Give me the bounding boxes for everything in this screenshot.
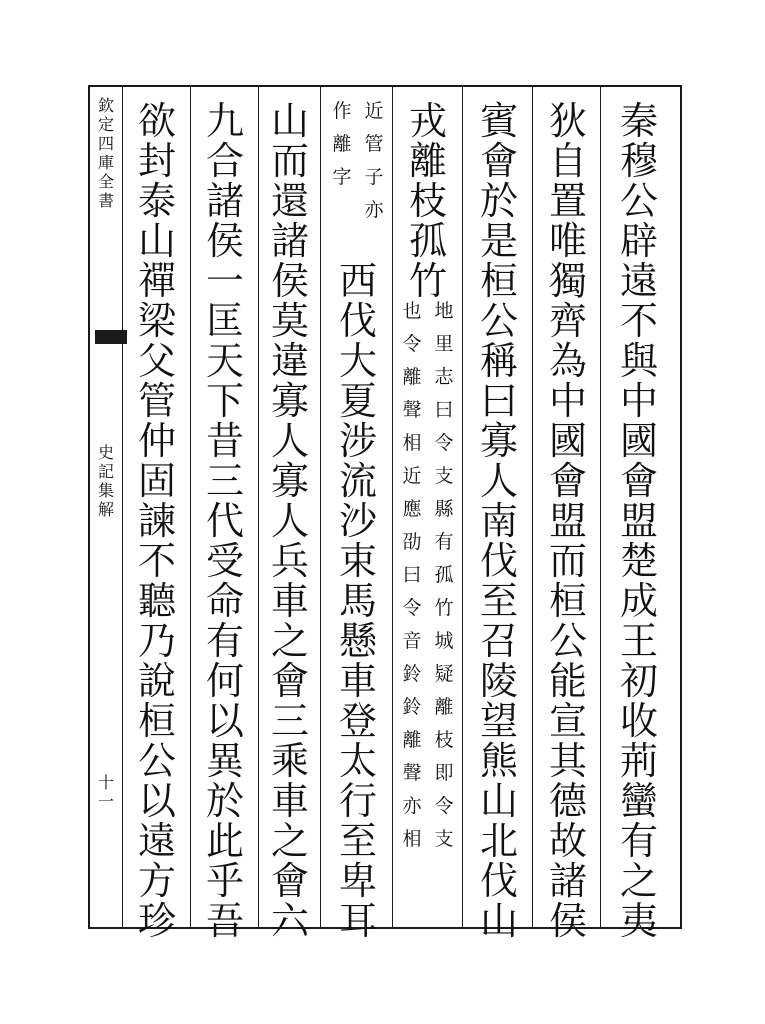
- character: 伐: [479, 539, 518, 583]
- character: 置: [548, 179, 587, 223]
- character: 相: [402, 432, 422, 454]
- character: 之: [619, 859, 658, 903]
- character: 不: [619, 299, 658, 343]
- character: 亦: [402, 795, 422, 817]
- character: 相: [402, 828, 422, 850]
- character: 九: [205, 99, 244, 143]
- character: 公: [548, 619, 587, 663]
- character: 離: [402, 729, 422, 751]
- character: 寡: [270, 379, 309, 423]
- character: 四: [97, 134, 114, 153]
- character: 聲: [402, 762, 422, 784]
- character: 有: [205, 619, 244, 663]
- character: 竹: [408, 259, 447, 303]
- character: 會: [270, 659, 309, 703]
- character: 管: [364, 133, 384, 155]
- character: 禪: [137, 259, 176, 303]
- character: 懸: [338, 619, 377, 663]
- character: 穆: [619, 139, 658, 183]
- character: 里: [434, 333, 454, 355]
- character: 公: [479, 299, 518, 343]
- character: 而: [270, 139, 309, 183]
- character: 初: [619, 659, 658, 703]
- character: 熊: [479, 739, 518, 783]
- character: 字: [332, 166, 352, 188]
- character: 秦: [619, 99, 658, 143]
- character: 束: [338, 539, 377, 583]
- character: 自: [548, 139, 587, 183]
- character: 公: [619, 179, 658, 223]
- character: 公: [137, 739, 176, 783]
- character: 國: [619, 419, 658, 463]
- fish-tail-mark-icon: [95, 330, 127, 344]
- character: 桓: [137, 699, 176, 743]
- character: 欲: [137, 99, 176, 143]
- character: 作: [332, 100, 352, 122]
- character: 望: [479, 699, 518, 743]
- character: 聽: [137, 579, 176, 623]
- character: 伐: [479, 859, 518, 903]
- character: 其: [548, 739, 587, 783]
- character: 會: [479, 139, 518, 183]
- character: 之: [270, 819, 309, 863]
- character: 即: [434, 762, 454, 784]
- character: 會: [270, 859, 309, 903]
- character: 故: [548, 819, 587, 863]
- character: 昔: [205, 419, 244, 463]
- character: 伐: [338, 299, 377, 343]
- annotation-column-3: [358, 102, 390, 234]
- character: 沙: [338, 499, 377, 543]
- annotation-column-4: [326, 102, 358, 201]
- character: 記: [97, 462, 114, 481]
- character: 匡: [205, 299, 244, 343]
- character: 書: [97, 191, 114, 210]
- character: 城: [434, 630, 454, 652]
- character: 泰: [137, 179, 176, 223]
- character: 唯: [548, 219, 587, 263]
- character: 令: [402, 333, 422, 355]
- character: 寡: [479, 419, 518, 463]
- character: 封: [137, 139, 176, 183]
- character: 蠻: [619, 779, 658, 823]
- character: 乃: [137, 619, 176, 663]
- margin-rule-left: [122, 85, 123, 927]
- character: 侯: [205, 219, 244, 263]
- character: 聲: [402, 399, 422, 421]
- character: 諸: [548, 859, 587, 903]
- character: 稱: [479, 339, 518, 383]
- character: 史: [97, 443, 114, 462]
- character: 三: [270, 699, 309, 743]
- character: 與: [619, 339, 658, 383]
- margin-book-title: [92, 445, 120, 521]
- character: 車: [270, 579, 309, 623]
- character: 一: [205, 259, 244, 303]
- character: 太: [338, 739, 377, 783]
- character: 人: [479, 459, 518, 503]
- text-column-1: [604, 99, 674, 943]
- character: 枝: [434, 729, 454, 751]
- character: 方: [137, 859, 176, 903]
- character: 流: [338, 459, 377, 503]
- character: 寡: [270, 459, 309, 503]
- character: 南: [479, 499, 518, 543]
- character: 山: [270, 99, 309, 143]
- character: 令: [402, 597, 422, 619]
- character: 以: [137, 779, 176, 823]
- character: 國: [548, 419, 587, 463]
- character: 三: [205, 459, 244, 503]
- text-column-5: [326, 259, 390, 943]
- character: 近: [402, 465, 422, 487]
- character: 代: [205, 499, 244, 543]
- character: 命: [205, 579, 244, 623]
- character: 合: [205, 139, 244, 183]
- character: 庫: [97, 153, 114, 172]
- text-column-7: [194, 99, 256, 943]
- column-rule: [462, 85, 463, 927]
- character: 王: [619, 619, 658, 663]
- character: 曰: [434, 399, 454, 421]
- character: 珍: [137, 899, 176, 943]
- character: 諫: [137, 499, 176, 543]
- character: 卑: [338, 859, 377, 903]
- character: 召: [479, 619, 518, 663]
- character: 欽: [97, 96, 114, 115]
- character: 成: [619, 579, 658, 623]
- annotation-column-2: [396, 302, 428, 863]
- character: 固: [137, 459, 176, 503]
- character: 耳: [338, 899, 377, 943]
- character: 登: [338, 699, 377, 743]
- character: 仲: [137, 419, 176, 463]
- character: 乎: [205, 859, 244, 903]
- character: 孤: [434, 564, 454, 586]
- character: 諸: [270, 219, 309, 263]
- character: 而: [548, 539, 587, 583]
- character: 疑: [434, 663, 454, 685]
- character: 能: [548, 659, 587, 703]
- margin-title: [92, 98, 120, 212]
- character: 鈴: [402, 663, 422, 685]
- character: 諸: [205, 179, 244, 223]
- character: 應: [402, 498, 422, 520]
- character: 大: [338, 339, 377, 383]
- character: 中: [548, 379, 587, 423]
- text-column-6: [262, 99, 318, 943]
- character: 西: [338, 259, 377, 303]
- character: 定: [97, 115, 114, 134]
- character: 離: [434, 696, 454, 718]
- character: 至: [338, 819, 377, 863]
- character: 鈴: [402, 696, 422, 718]
- character: 子: [364, 166, 384, 188]
- character: 戎: [408, 99, 447, 143]
- character: 管: [137, 379, 176, 423]
- text-column-8: [126, 99, 188, 943]
- character: 侯: [270, 259, 309, 303]
- character: 梁: [137, 299, 176, 343]
- character: 縣: [434, 498, 454, 520]
- character: 也: [402, 300, 422, 322]
- margin-page-number: [92, 775, 120, 813]
- character: 辟: [619, 219, 658, 263]
- character: 十: [97, 773, 114, 792]
- character: 山: [479, 899, 518, 943]
- character: 兵: [270, 539, 309, 583]
- character: 音: [402, 630, 422, 652]
- character: 北: [479, 819, 518, 863]
- character: 桓: [548, 579, 587, 623]
- character: 亦: [364, 199, 384, 221]
- character: 山: [479, 779, 518, 823]
- character: 解: [97, 500, 114, 519]
- character: 下: [205, 379, 244, 423]
- character: 支: [434, 828, 454, 850]
- character: 收: [619, 699, 658, 743]
- character: 說: [137, 659, 176, 703]
- character: 盟: [548, 499, 587, 543]
- character: 盟: [619, 499, 658, 543]
- character: 有: [619, 819, 658, 863]
- character: 全: [97, 172, 114, 191]
- annotation-column-1: [428, 302, 460, 863]
- character: 枝: [408, 179, 447, 223]
- character: 父: [137, 339, 176, 383]
- character: 會: [619, 459, 658, 503]
- character: 陵: [479, 659, 518, 703]
- character: 中: [619, 379, 658, 423]
- character: 馬: [338, 579, 377, 623]
- character: 人: [270, 419, 309, 463]
- character: 近: [364, 100, 384, 122]
- column-rule: [320, 85, 321, 927]
- character: 六: [270, 899, 309, 943]
- character: 之: [270, 619, 309, 663]
- character: 地: [434, 300, 454, 322]
- character: 離: [402, 366, 422, 388]
- character: 至: [479, 579, 518, 623]
- character: 荊: [619, 739, 658, 783]
- character: 車: [270, 779, 309, 823]
- character: 志: [434, 366, 454, 388]
- character: 遠: [137, 819, 176, 863]
- character: 違: [270, 339, 309, 383]
- character: 行: [338, 779, 377, 823]
- character: 異: [205, 739, 244, 783]
- column-rule: [532, 85, 533, 927]
- character: 令: [434, 432, 454, 454]
- character: 車: [338, 659, 377, 703]
- text-column-3: [466, 99, 532, 943]
- character: 桓: [479, 259, 518, 303]
- character: 不: [137, 539, 176, 583]
- character: 離: [332, 133, 352, 155]
- character: 夷: [619, 899, 658, 943]
- character: 乘: [270, 739, 309, 783]
- character: 吾: [205, 899, 244, 943]
- character: 會: [548, 459, 587, 503]
- character: 宣: [548, 699, 587, 743]
- character: 令: [434, 795, 454, 817]
- character: 夏: [338, 379, 377, 423]
- character: 一: [97, 792, 114, 811]
- character: 侯: [548, 899, 587, 943]
- character: 賓: [479, 99, 518, 143]
- character: 支: [434, 465, 454, 487]
- character: 曰: [479, 379, 518, 423]
- character: 於: [205, 779, 244, 823]
- character: 德: [548, 779, 587, 823]
- character: 劭: [402, 531, 422, 553]
- text-column-4: [398, 99, 458, 303]
- column-rule: [190, 85, 191, 927]
- character: 還: [270, 179, 309, 223]
- character: 齊: [548, 299, 587, 343]
- character: 遠: [619, 259, 658, 303]
- column-rule: [392, 85, 393, 927]
- column-rule: [600, 85, 601, 927]
- character: 集: [97, 481, 114, 500]
- character: 有: [434, 531, 454, 553]
- character: 受: [205, 539, 244, 583]
- character: 於: [479, 179, 518, 223]
- character: 為: [548, 339, 587, 383]
- character: 涉: [338, 419, 377, 463]
- text-column-2: [536, 99, 600, 943]
- character: 山: [137, 219, 176, 263]
- character: 此: [205, 819, 244, 863]
- character: 莫: [270, 299, 309, 343]
- character: 人: [270, 499, 309, 543]
- character: 是: [479, 219, 518, 263]
- character: 狄: [548, 99, 587, 143]
- character: 竹: [434, 597, 454, 619]
- character: 離: [408, 139, 447, 183]
- character: 曰: [402, 564, 422, 586]
- character: 何: [205, 659, 244, 703]
- character: 以: [205, 699, 244, 743]
- character: 楚: [619, 539, 658, 583]
- character: 天: [205, 339, 244, 383]
- character: 獨: [548, 259, 587, 303]
- character: 孤: [408, 219, 447, 263]
- column-rule: [258, 85, 259, 927]
